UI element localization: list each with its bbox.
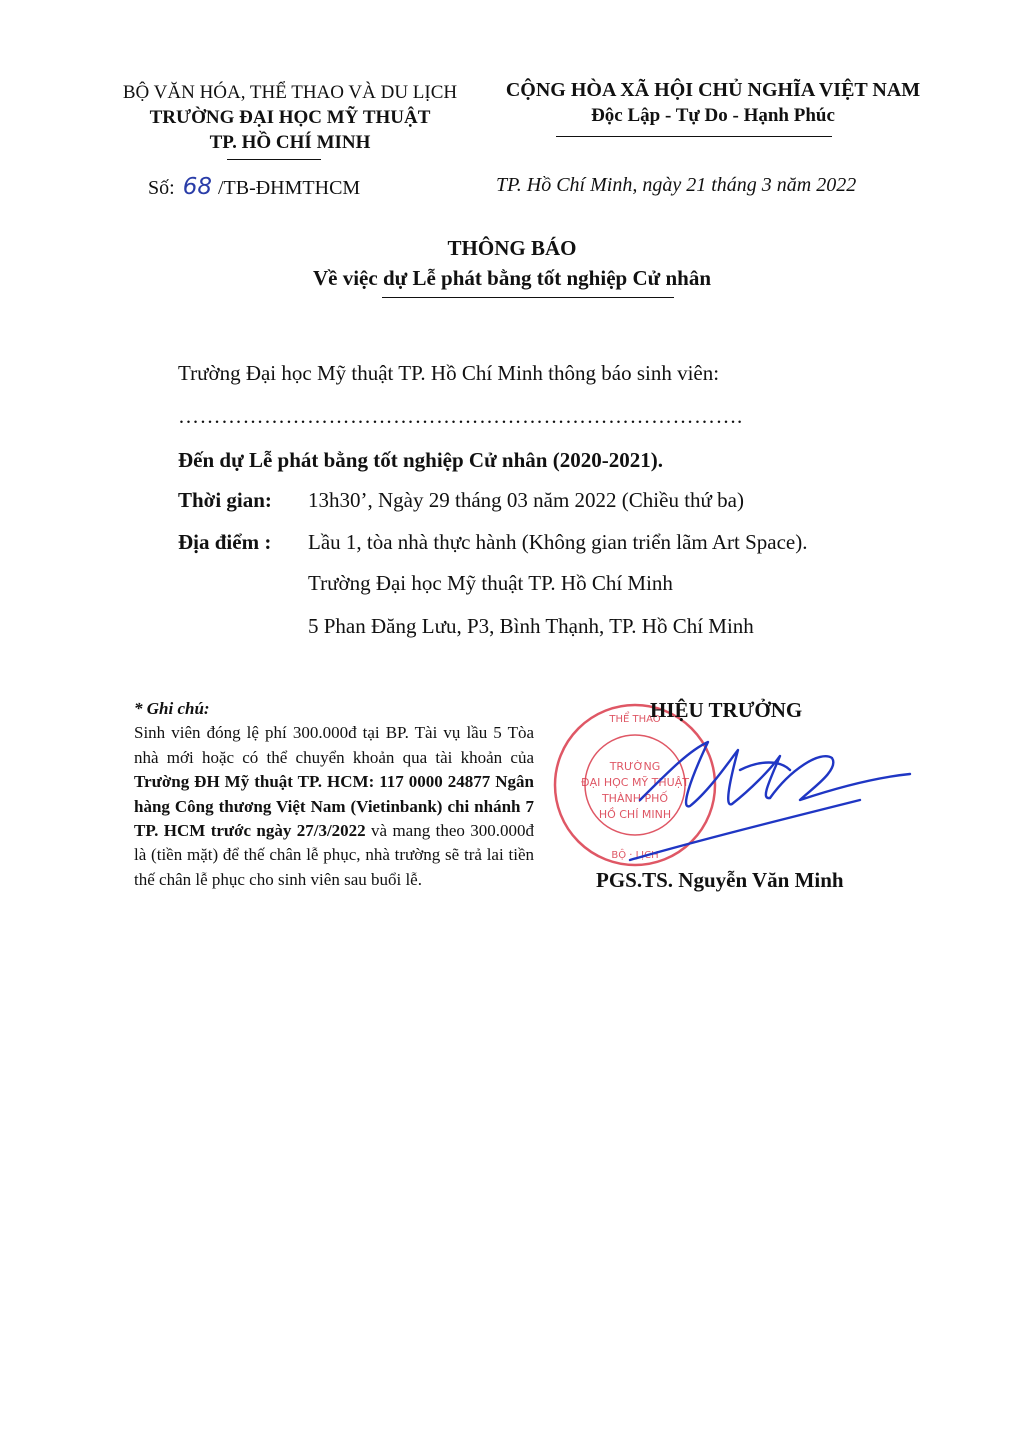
so-suffix: /TB-ĐHMTHCM	[217, 177, 361, 199]
notice-subtitle: Về việc dự Lễ phát bằng tốt nghiệp Cử nhân	[312, 266, 711, 290]
intro-text: Trường Đại học Mỹ thuật TP. Hồ Chí Minh thông báo sinh viên:	[178, 361, 720, 385]
signatory-title: HIỆU TRƯỞNG	[650, 698, 803, 722]
issuing-agency-block	[100, 80, 480, 155]
note-text	[134, 721, 534, 892]
note-bank-details: Trường ĐH Mỹ thuật TP. HCM: 117 0000 24877 Ngân hàng Công thương Việt Nam (Vietinbank) chi nhánh 7 TP. HCM trước ngày 27/3/2022	[134, 772, 534, 841]
time-value: 13h30’, Ngày 29 tháng 03 năm 2022 (Chiều thứ ba)	[308, 488, 744, 512]
note-block	[134, 697, 534, 892]
republic-name: CỘNG HÒA XÃ HỘI CHỦ NGHĨA VIỆT NAM	[505, 79, 921, 101]
handwritten-number: 68	[182, 174, 212, 200]
location-line2: Trường Đại học Mỹ thuật TP. Hồ Chí Minh	[308, 571, 673, 595]
note-text-part1: Sinh viên đóng lệ phí 300.000đ tại BP. Tài vụ lầu 5 Tòa nhà mới hoặc có thể chuyển khoản qua tài khoản của	[134, 723, 534, 767]
svg-text:BỘ · LỊCH: BỘ · LỊCH	[611, 850, 659, 861]
place-and-date: TP. Hồ Chí Minh, ngày 21 tháng 3 năm 2022	[496, 174, 857, 196]
svg-text:ĐẠI HỌC MỸ THUẬT: ĐẠI HỌC MỸ THUẬT	[581, 776, 689, 789]
national-heading-block	[478, 78, 948, 128]
location-label: Địa điểm :	[178, 530, 272, 554]
note-heading: * Ghi chú:	[134, 699, 210, 718]
location-line3: 5 Phan Đăng Lưu, P3, Bình Thạnh, TP. Hồ Chí Minh	[308, 614, 754, 638]
notice-title: THÔNG BÁO	[447, 236, 577, 260]
motto-divider	[556, 136, 832, 137]
svg-text:THỂ THAO: THỂ THAO	[609, 714, 661, 725]
agency-divider	[227, 159, 321, 160]
document-number	[148, 174, 360, 200]
svg-text:THÀNH PHỐ: THÀNH PHỐ	[601, 792, 669, 805]
ministry-name: BỘ VĂN HÓA, THỂ THAO VÀ DU LỊCH	[122, 82, 458, 103]
title-divider	[382, 297, 674, 298]
so-label: Số:	[148, 177, 175, 199]
national-motto: Độc Lập - Tự Do - Hạnh Phúc	[591, 105, 835, 126]
notice-title-block	[200, 233, 824, 293]
event-text: Đến dự Lễ phát bằng tốt nghiệp Cử nhân (2020-2021).	[178, 448, 663, 472]
note-text-part2: và mang theo 300.000đ là (tiền mặt) để thế chân lễ phục, nhà trường sẽ trả lai tiền thế chân lễ phục cho sinh viên sau buổi lễ.	[134, 821, 534, 889]
location-line1: Lầu 1, tòa nhà thực hành (Không gian triển lãm Art Space).	[308, 530, 808, 554]
handwritten-signature	[620, 730, 920, 870]
svg-text:TRƯỜNG: TRƯỜNG	[609, 760, 661, 773]
university-name-line2: TP. HỒ CHÍ MINH	[209, 132, 371, 153]
svg-text:HỒ CHÍ MINH: HỒ CHÍ MINH	[598, 808, 672, 821]
student-name-placeholder: …………………………………………………………………….	[178, 404, 743, 428]
university-name-line1: TRƯỜNG ĐẠI HỌC MỸ THUẬT	[149, 107, 431, 128]
time-label: Thời gian:	[178, 488, 272, 512]
signatory-name: PGS.TS. Nguyễn Văn Minh	[596, 868, 844, 892]
